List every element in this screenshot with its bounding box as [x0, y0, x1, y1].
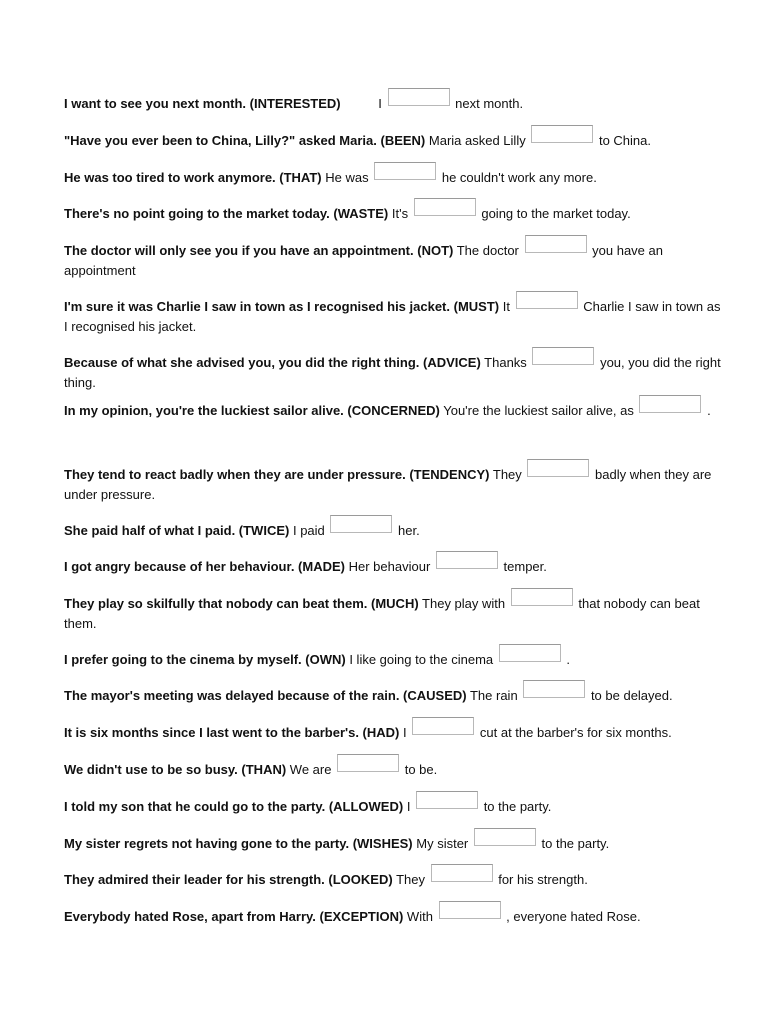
- question-1: [64, 94, 724, 114]
- question-before-text: I: [378, 96, 382, 111]
- question-10: [64, 521, 724, 541]
- answer-input[interactable]: [337, 754, 399, 772]
- question-prompt: I'm sure it was Charlie I saw in town as I recognised his jacket. (MUST): [64, 299, 500, 314]
- question-after-text: you have an appointment: [64, 243, 663, 278]
- question-before-text: Maria asked Lilly: [428, 133, 526, 148]
- question-prompt: In my opinion, you're the luckiest sailor alive. (CONCERNED): [64, 403, 440, 418]
- answer-input[interactable]: [436, 551, 498, 569]
- answer-input[interactable]: [516, 291, 578, 309]
- question-15: [64, 723, 724, 743]
- question-after-text: Charlie I saw in town as I recognised his jacket.: [64, 299, 721, 334]
- answer-input[interactable]: [374, 162, 436, 180]
- question-18: [64, 834, 724, 854]
- question-prompt: The doctor will only see you if you have an appointment.: [64, 243, 414, 258]
- question-after-text: for his strength.: [498, 872, 588, 887]
- question-prompt: They tend to react badly when they are under pressure. (TENDENCY): [64, 467, 490, 482]
- question-after-text: .: [566, 652, 571, 667]
- question-2: [64, 131, 724, 151]
- question-before-text: I like going to the cinema: [349, 652, 494, 667]
- question-after-text: he couldn't work any more.: [441, 170, 597, 185]
- question-7: [64, 353, 724, 392]
- question-3: [64, 168, 724, 188]
- question-13: [64, 650, 724, 670]
- answer-input[interactable]: [511, 588, 573, 606]
- question-16: [64, 760, 724, 780]
- question-after-text: going to the market today.: [481, 206, 631, 221]
- question-after-text: temper.: [503, 559, 547, 574]
- question-prompt: They admired their leader for his strength. (LOOKED): [64, 872, 393, 887]
- answer-input[interactable]: [499, 644, 561, 662]
- answer-input[interactable]: [330, 515, 392, 533]
- question-after-text: that nobody can beat them.: [64, 596, 700, 631]
- question-prompt: The mayor's meeting was delayed because of the rain. (CAUSED): [64, 688, 467, 703]
- question-prompt: It is six months since I last went to the barber's. (HAD): [64, 725, 400, 740]
- question-after-text: you, you did the right thing.: [64, 355, 721, 390]
- answer-input[interactable]: [532, 347, 594, 365]
- answer-input[interactable]: [388, 88, 450, 106]
- question-before-text: You're the luckiest sailor alive, as: [443, 403, 634, 418]
- answer-input[interactable]: [527, 459, 589, 477]
- question-before-text: It: [502, 299, 510, 314]
- answer-input[interactable]: [439, 901, 501, 919]
- question-before-text: It's: [391, 206, 409, 221]
- question-before-text: They: [396, 872, 425, 887]
- question-after-text: cut at the barber's for six months.: [479, 725, 672, 740]
- question-11: [64, 557, 724, 577]
- question-before-text: I: [406, 799, 411, 814]
- question-prompt: "Have you ever been to China, Lilly?" asked Maria. (BEEN): [64, 133, 426, 148]
- question-before-text: I: [403, 725, 407, 740]
- question-before-text: They play with: [422, 596, 506, 611]
- question-prompt: I got angry because of her behaviour. (MADE): [64, 559, 345, 574]
- question-tag: (NOT): [417, 243, 454, 258]
- question-after-text: next month.: [455, 96, 524, 111]
- question-before-text: The rain: [469, 688, 518, 703]
- answer-input[interactable]: [531, 125, 593, 143]
- answer-input[interactable]: [431, 864, 493, 882]
- answer-input[interactable]: [525, 235, 587, 253]
- question-prompt: She paid half of what I paid. (TWICE): [64, 523, 290, 538]
- question-after-text: to be delayed.: [590, 688, 673, 703]
- question-before-text: My sister: [416, 836, 469, 851]
- question-before-text: The doctor: [456, 243, 519, 258]
- question-prompt: I want to see you next month. (INTERESTED): [64, 96, 341, 111]
- question-after-text: to be.: [404, 762, 438, 777]
- question-before-text: He was: [325, 170, 369, 185]
- answer-input[interactable]: [639, 395, 701, 413]
- question-after-text: to the party.: [483, 799, 552, 814]
- question-before-text: We are: [289, 762, 332, 777]
- question-8: [64, 401, 724, 421]
- answer-input[interactable]: [474, 828, 536, 846]
- answer-input[interactable]: [414, 198, 476, 216]
- question-after-text: badly when they are under pressure.: [64, 467, 712, 502]
- question-before-text: Her behaviour: [348, 559, 431, 574]
- question-prompt: They play so skilfully that nobody can beat them. (MUCH): [64, 596, 419, 611]
- question-before-text: I paid: [292, 523, 325, 538]
- question-prompt: There's no point going to the market today. (WASTE): [64, 206, 389, 221]
- question-after-text: , everyone hated Rose.: [506, 909, 641, 924]
- question-9: [64, 465, 724, 504]
- answer-input[interactable]: [412, 717, 474, 735]
- question-after-text: to China.: [598, 133, 652, 148]
- question-12: [64, 594, 724, 633]
- question-prompt: I told my son that he could go to the party. (ALLOWED): [64, 799, 404, 814]
- question-prompt: We didn't use to be so busy. (THAN): [64, 762, 287, 777]
- question-after-text: .: [707, 403, 711, 418]
- question-17: [64, 797, 724, 817]
- question-5: [64, 241, 724, 280]
- answer-input[interactable]: [416, 791, 478, 809]
- question-6: [64, 297, 724, 336]
- question-after-text: her.: [398, 523, 420, 538]
- question-prompt: He was too tired to work anymore. (THAT): [64, 170, 322, 185]
- question-before-text: With: [406, 909, 433, 924]
- question-prompt: I prefer going to the cinema by myself. (OWN): [64, 652, 346, 667]
- question-before-text: Thanks: [484, 355, 527, 370]
- answer-input[interactable]: [523, 680, 585, 698]
- question-14: [64, 686, 724, 706]
- question-prompt: Everybody hated Rose, apart from Harry. (EXCEPTION): [64, 909, 404, 924]
- question-20: [64, 907, 724, 927]
- question-before-text: They: [492, 467, 522, 482]
- question-4: [64, 204, 724, 224]
- question-after-text: to the party.: [541, 836, 610, 851]
- question-19: [64, 870, 724, 890]
- question-prompt: Because of what she advised you, you did the right thing. (ADVICE): [64, 355, 481, 370]
- question-prompt: My sister regrets not having gone to the party. (WISHES): [64, 836, 413, 851]
